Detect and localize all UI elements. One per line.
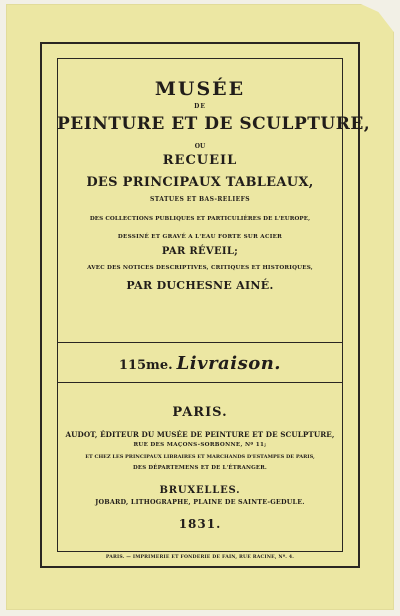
- title-musee: MUSÉE: [154, 78, 246, 100]
- publisher-city-bruxelles: BRUXELLES.: [159, 485, 241, 496]
- title-de: DE: [194, 103, 206, 110]
- title-principaux-tableaux: DES PRINCIPAUX TABLEAUX,: [86, 175, 314, 190]
- subtitle-statues: STATUES ET BAS-RELIEFS: [150, 196, 250, 203]
- publisher-booksellers: ET CHEZ LES PRINCIPAUX LIBRAIRES ET MARCHANDS D'ESTAMPES DE PARIS,: [85, 454, 315, 460]
- publisher-audot: AUDOT, ÉDITEUR DU MUSÉE DE PEINTURE ET DE SCULPTURE,: [65, 430, 335, 439]
- subtitle-collections: DES COLLECTIONS PUBLIQUES ET PARTICULIÈRES DE L'EUROPE,: [89, 216, 311, 222]
- publication-year: 1831.: [178, 517, 222, 531]
- divider-bottom: [57, 382, 343, 383]
- divider-top: [57, 342, 343, 343]
- livraison-number: 115me.: [118, 358, 173, 373]
- title-peinture-sculpture: PEINTURE ET DE SCULPTURE,: [57, 114, 371, 134]
- credit-par-reveil: PAR RÉVEIL;: [161, 246, 239, 257]
- credit-dessine: DESSINÉ ET GRAVÉ A L'EAU FORTE SUR ACIER: [117, 234, 283, 240]
- publisher-city-paris: PARIS.: [172, 405, 228, 420]
- credit-notices: AVEC DES NOTICES DESCRIPTIVES, CRITIQUES ET HISTORIQUES,: [87, 265, 313, 271]
- livraison-word: Livraison.: [176, 353, 282, 374]
- livraison-label: [57, 355, 343, 373]
- publisher-jobard: JOBARD, LITHOGRAPHE, PLAINE DE SAINTE-GEDULE.: [95, 498, 305, 506]
- title-ou: OU: [194, 143, 206, 150]
- credit-par-duchesne: PAR DUCHESNE AINÉ.: [126, 279, 274, 292]
- publisher-address: RUE DES MAÇONS-SORBONNE, Nº 11;: [133, 442, 267, 448]
- printer-imprint: PARIS. — IMPRIMERIE ET FONDERIE DE FAIN, RUE RACINE, Nº. 4.: [105, 555, 295, 560]
- publisher-departements: DES DÉPARTEMENS ET DE L'ÉTRANGER.: [133, 465, 267, 471]
- title-recueil: RECUEIL: [162, 153, 238, 168]
